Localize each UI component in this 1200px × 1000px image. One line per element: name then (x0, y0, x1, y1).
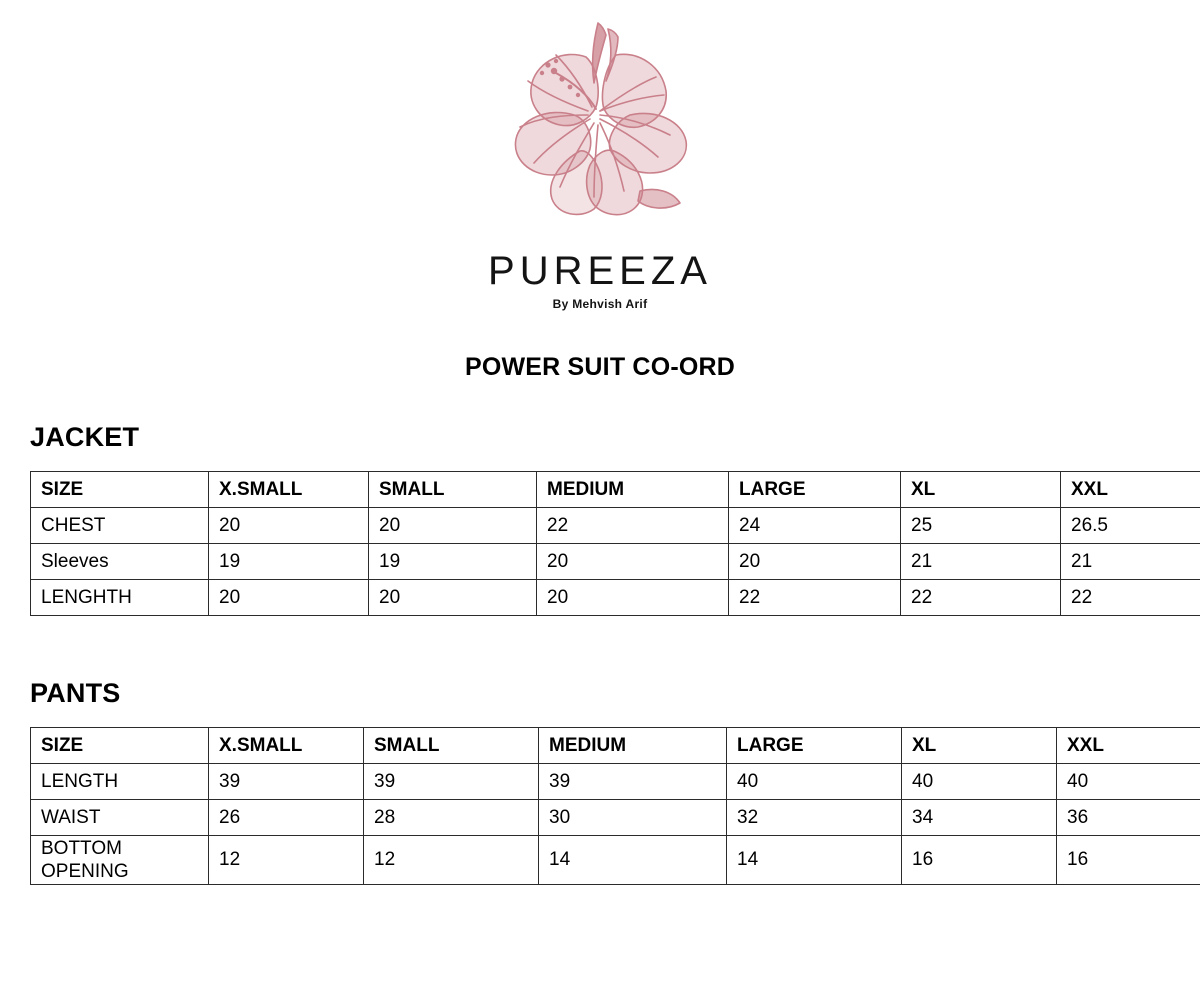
column-header-medium: MEDIUM (537, 472, 729, 508)
cell-value: 20 (537, 544, 729, 580)
column-header-xl: XL (901, 472, 1061, 508)
column-header-xxl: XXL (1061, 472, 1200, 508)
cell-value: 12 (209, 836, 364, 885)
cell-value: 20 (369, 508, 537, 544)
column-header-size: SIZE (31, 472, 209, 508)
cell-value: 32 (727, 800, 902, 836)
section-title-jacket: JACKET (30, 422, 140, 452)
cell-value: 20 (369, 580, 537, 616)
column-header-large: LARGE (729, 472, 901, 508)
table-row (31, 764, 1200, 800)
cell-value: 40 (902, 764, 1057, 800)
cell-value: 16 (1057, 836, 1200, 885)
table-header-row (31, 728, 1200, 764)
column-header-xsmall: X.SMALL (209, 728, 364, 764)
table-row (31, 580, 1200, 616)
cell-value: 21 (901, 544, 1061, 580)
table-row (31, 800, 1200, 836)
column-header-large: LARGE (727, 728, 902, 764)
cell-value: 22 (729, 580, 901, 616)
cell-value: 19 (369, 544, 537, 580)
cell-value: 39 (209, 764, 364, 800)
cell-value: 20 (209, 508, 369, 544)
column-header-small: SMALL (369, 472, 537, 508)
brand-tagline: By Mehvish Arif (552, 297, 648, 311)
table-row (31, 508, 1200, 544)
cell-value: 14 (539, 836, 727, 885)
cell-value: 22 (1061, 580, 1200, 616)
column-header-xxl: XXL (1057, 728, 1200, 764)
page-title: POWER SUIT CO-ORD (464, 353, 736, 381)
row-label: LENGHTH (31, 580, 209, 616)
cell-value: 20 (537, 580, 729, 616)
section-pants (0, 678, 1200, 885)
table-header-row (31, 472, 1200, 508)
column-header-xl: XL (902, 728, 1057, 764)
row-label: Sleeves (31, 544, 209, 580)
row-label: CHEST (31, 508, 209, 544)
cell-value: 30 (539, 800, 727, 836)
cell-value: 36 (1057, 800, 1200, 836)
cell-value: 26.5 (1061, 508, 1200, 544)
column-header-medium: MEDIUM (539, 728, 727, 764)
pants-size-table (30, 727, 1200, 885)
cell-value: 40 (1057, 764, 1200, 800)
cell-value: 16 (902, 836, 1057, 885)
row-label: WAIST (31, 800, 209, 836)
table-row (31, 544, 1200, 580)
cell-value: 40 (727, 764, 902, 800)
hibiscus-flower-icon (480, 8, 720, 233)
column-header-small: SMALL (364, 728, 539, 764)
cell-value: 25 (901, 508, 1061, 544)
cell-value: 20 (209, 580, 369, 616)
cell-value: 19 (209, 544, 369, 580)
cell-value: 22 (537, 508, 729, 544)
column-header-xsmall: X.SMALL (209, 472, 369, 508)
cell-value: 12 (364, 836, 539, 885)
cell-value: 21 (1061, 544, 1200, 580)
jacket-size-table (30, 471, 1200, 616)
cell-value: 28 (364, 800, 539, 836)
cell-value: 34 (902, 800, 1057, 836)
row-label: LENGTH (31, 764, 209, 800)
section-jacket (0, 422, 1200, 616)
row-label: BOTTOM OPENING (31, 836, 209, 885)
cell-value: 20 (729, 544, 901, 580)
cell-value: 39 (539, 764, 727, 800)
table-row (31, 836, 1200, 885)
column-header-size: SIZE (31, 728, 209, 764)
cell-value: 26 (209, 800, 364, 836)
cell-value: 22 (901, 580, 1061, 616)
cell-value: 39 (364, 764, 539, 800)
brand-logo-block (0, 0, 1200, 311)
section-title-pants: PANTS (30, 678, 121, 708)
cell-value: 14 (727, 836, 902, 885)
brand-name: PUREEZA (488, 249, 712, 293)
cell-value: 24 (729, 508, 901, 544)
